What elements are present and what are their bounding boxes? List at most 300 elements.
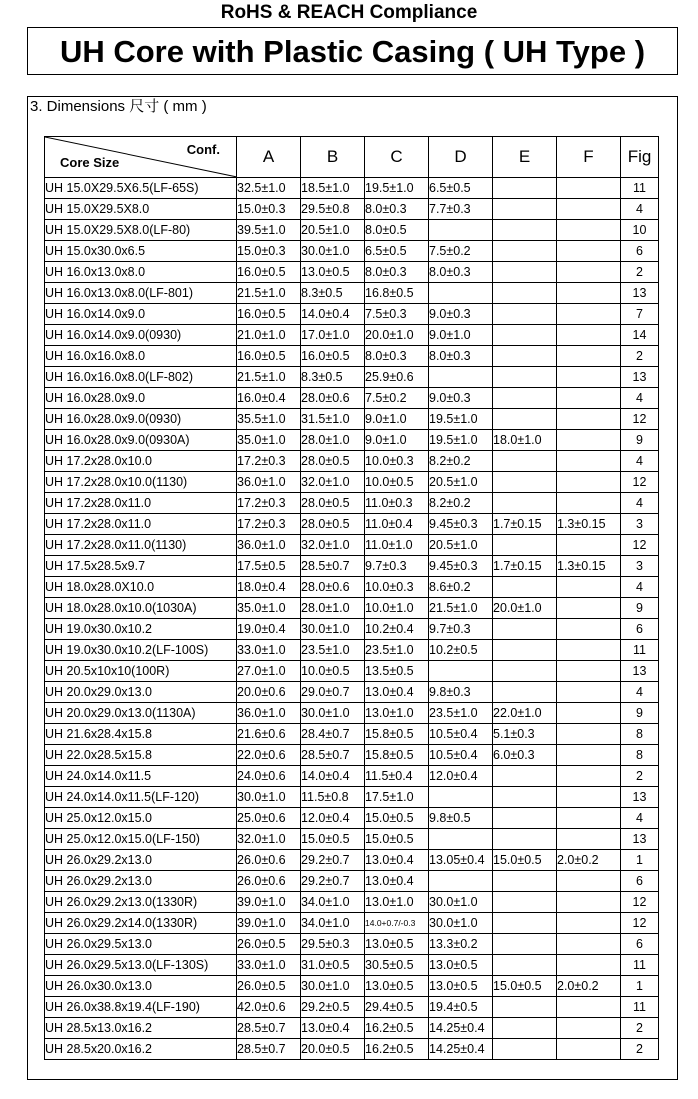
core-size-cell: UH 25.0x12.0x15.0 bbox=[45, 808, 237, 829]
dimension-e-cell bbox=[493, 535, 557, 556]
dimension-d-cell: 19.5±1.0 bbox=[429, 409, 493, 430]
dimension-e-cell bbox=[493, 640, 557, 661]
dimension-a-cell: 39.0±1.0 bbox=[237, 913, 301, 934]
core-size-cell: UH 28.5x20.0x16.2 bbox=[45, 1039, 237, 1060]
table-row bbox=[45, 262, 659, 283]
dimension-b-cell: 28.5±0.7 bbox=[301, 745, 365, 766]
dimension-b-cell: 10.0±0.5 bbox=[301, 661, 365, 682]
dimension-b-cell: 28.0±0.5 bbox=[301, 514, 365, 535]
dimension-a-cell: 26.0±0.6 bbox=[237, 871, 301, 892]
dimension-e-cell bbox=[493, 493, 557, 514]
dimension-b-cell: 31.5±1.0 bbox=[301, 409, 365, 430]
dimension-f-cell bbox=[557, 304, 621, 325]
dimension-e-cell bbox=[493, 220, 557, 241]
dimension-c-cell: 11.5±0.4 bbox=[365, 766, 429, 787]
dimension-c-cell: 20.0±1.0 bbox=[365, 325, 429, 346]
dimension-f-cell bbox=[557, 199, 621, 220]
dimension-f-cell bbox=[557, 745, 621, 766]
dimension-f-cell bbox=[557, 724, 621, 745]
dimension-b-cell: 13.0±0.4 bbox=[301, 1018, 365, 1039]
dimension-f-cell bbox=[557, 766, 621, 787]
dimension-d-cell: 19.5±1.0 bbox=[429, 430, 493, 451]
fig-cell: 2 bbox=[621, 346, 659, 367]
core-size-cell: UH 19.0x30.0x10.2(LF-100S) bbox=[45, 640, 237, 661]
core-size-cell: UH 15.0x30.0x6.5 bbox=[45, 241, 237, 262]
dimension-e-cell bbox=[493, 241, 557, 262]
table-row bbox=[45, 871, 659, 892]
dimension-d-cell: 30.0±1.0 bbox=[429, 892, 493, 913]
dimension-d-cell: 10.2±0.5 bbox=[429, 640, 493, 661]
dimension-f-cell bbox=[557, 1018, 621, 1039]
dimension-d-cell bbox=[429, 787, 493, 808]
dimension-a-cell: 36.0±1.0 bbox=[237, 535, 301, 556]
fig-cell: 2 bbox=[621, 1039, 659, 1060]
dimension-b-cell: 30.0±1.0 bbox=[301, 976, 365, 997]
dimension-d-cell: 30.0±1.0 bbox=[429, 913, 493, 934]
dimension-b-cell: 29.5±0.8 bbox=[301, 199, 365, 220]
fig-cell: 4 bbox=[621, 451, 659, 472]
core-size-cell: UH 22.0x28.5x15.8 bbox=[45, 745, 237, 766]
dimension-d-cell: 7.7±0.3 bbox=[429, 199, 493, 220]
dimension-b-cell: 28.0±0.6 bbox=[301, 577, 365, 598]
core-size-cell: UH 17.2x28.0x11.0 bbox=[45, 493, 237, 514]
dimension-c-cell: 15.8±0.5 bbox=[365, 724, 429, 745]
dimension-c-cell: 16.8±0.5 bbox=[365, 283, 429, 304]
dimension-e-cell bbox=[493, 808, 557, 829]
dimension-a-cell: 39.5±1.0 bbox=[237, 220, 301, 241]
table-row bbox=[45, 283, 659, 304]
dimension-c-cell: 6.5±0.5 bbox=[365, 241, 429, 262]
dimension-b-cell: 14.0±0.4 bbox=[301, 766, 365, 787]
dimension-c-cell: 14.0+0.7/-0.3 bbox=[365, 913, 429, 934]
dimension-a-cell: 17.5±0.5 bbox=[237, 556, 301, 577]
dimension-a-cell: 21.5±1.0 bbox=[237, 283, 301, 304]
table-row bbox=[45, 304, 659, 325]
dimension-b-cell: 31.0±0.5 bbox=[301, 955, 365, 976]
dimension-d-cell: 20.5±1.0 bbox=[429, 535, 493, 556]
fig-cell: 9 bbox=[621, 703, 659, 724]
dimension-b-cell: 12.0±0.4 bbox=[301, 808, 365, 829]
core-size-cell: UH 15.0X29.5X6.5(LF-65S) bbox=[45, 178, 237, 199]
core-size-cell: UH 24.0x14.0x11.5 bbox=[45, 766, 237, 787]
table-row bbox=[45, 1039, 659, 1060]
dimension-e-cell: 22.0±1.0 bbox=[493, 703, 557, 724]
fig-cell: 2 bbox=[621, 1018, 659, 1039]
dimension-b-cell: 30.0±1.0 bbox=[301, 703, 365, 724]
dimension-d-cell bbox=[429, 220, 493, 241]
dimension-a-cell: 33.0±1.0 bbox=[237, 955, 301, 976]
dimension-d-cell bbox=[429, 871, 493, 892]
fig-cell: 11 bbox=[621, 178, 659, 199]
dimension-c-cell: 8.0±0.5 bbox=[365, 220, 429, 241]
core-size-cell: UH 17.5x28.5x9.7 bbox=[45, 556, 237, 577]
dimension-f-cell bbox=[557, 703, 621, 724]
core-size-cell: UH 16.0x28.0x9.0(0930) bbox=[45, 409, 237, 430]
dimension-a-cell: 26.0±0.6 bbox=[237, 850, 301, 871]
core-size-cell: UH 19.0x30.0x10.2 bbox=[45, 619, 237, 640]
dimension-e-cell bbox=[493, 283, 557, 304]
dimension-b-cell: 15.0±0.5 bbox=[301, 829, 365, 850]
dimension-d-cell: 12.0±0.4 bbox=[429, 766, 493, 787]
dimension-e-cell bbox=[493, 787, 557, 808]
fig-cell: 14 bbox=[621, 325, 659, 346]
table-row bbox=[45, 703, 659, 724]
dimension-c-cell: 9.0±1.0 bbox=[365, 430, 429, 451]
dimension-c-cell: 11.0±0.3 bbox=[365, 493, 429, 514]
core-size-cell: UH 16.0x28.0x9.0(0930A) bbox=[45, 430, 237, 451]
dimension-f-cell bbox=[557, 913, 621, 934]
dimension-f-cell bbox=[557, 619, 621, 640]
dimension-f-cell bbox=[557, 346, 621, 367]
dimension-a-cell: 21.5±1.0 bbox=[237, 367, 301, 388]
dimension-f-cell: 1.3±0.15 bbox=[557, 514, 621, 535]
dimension-a-cell: 20.0±0.6 bbox=[237, 682, 301, 703]
dimension-b-cell: 20.5±1.0 bbox=[301, 220, 365, 241]
dimension-c-cell: 7.5±0.3 bbox=[365, 304, 429, 325]
table-row bbox=[45, 682, 659, 703]
conf-label: Conf. bbox=[186, 142, 220, 157]
dimension-f-cell bbox=[557, 787, 621, 808]
dimension-b-cell: 14.0±0.4 bbox=[301, 304, 365, 325]
dimension-c-cell: 16.2±0.5 bbox=[365, 1039, 429, 1060]
core-size-cell: UH 16.0x14.0x9.0(0930) bbox=[45, 325, 237, 346]
table-row bbox=[45, 640, 659, 661]
dimension-e-cell: 15.0±0.5 bbox=[493, 850, 557, 871]
dimension-b-cell: 32.0±1.0 bbox=[301, 472, 365, 493]
dimension-a-cell: 35.0±1.0 bbox=[237, 430, 301, 451]
dimension-f-cell bbox=[557, 472, 621, 493]
dimension-b-cell: 8.3±0.5 bbox=[301, 367, 365, 388]
table-row bbox=[45, 367, 659, 388]
dimension-f-cell bbox=[557, 325, 621, 346]
table-row bbox=[45, 451, 659, 472]
fig-cell: 9 bbox=[621, 598, 659, 619]
dimension-a-cell: 16.0±0.5 bbox=[237, 346, 301, 367]
column-header-a: A bbox=[237, 137, 301, 178]
dimension-b-cell: 23.5±1.0 bbox=[301, 640, 365, 661]
dimension-c-cell: 13.0±0.4 bbox=[365, 850, 429, 871]
core-size-cell: UH 17.2x28.0x10.0(1130) bbox=[45, 472, 237, 493]
page-title: UH Core with Plastic Casing ( UH Type ) bbox=[27, 27, 678, 75]
table-row bbox=[45, 556, 659, 577]
dimension-f-cell bbox=[557, 892, 621, 913]
dimension-d-cell: 9.8±0.5 bbox=[429, 808, 493, 829]
dimension-e-cell bbox=[493, 766, 557, 787]
dimension-c-cell: 10.0±0.3 bbox=[365, 577, 429, 598]
dimension-d-cell: 13.0±0.5 bbox=[429, 976, 493, 997]
dimension-c-cell: 17.5±1.0 bbox=[365, 787, 429, 808]
dimension-e-cell: 18.0±1.0 bbox=[493, 430, 557, 451]
dimension-e-cell bbox=[493, 997, 557, 1018]
core-size-cell: UH 18.0x28.0X10.0 bbox=[45, 577, 237, 598]
dimension-b-cell: 18.5±1.0 bbox=[301, 178, 365, 199]
dimension-a-cell: 21.6±0.6 bbox=[237, 724, 301, 745]
dimension-e-cell bbox=[493, 409, 557, 430]
dimension-a-cell: 33.0±1.0 bbox=[237, 640, 301, 661]
dimension-d-cell: 8.2±0.2 bbox=[429, 493, 493, 514]
dimension-e-cell: 20.0±1.0 bbox=[493, 598, 557, 619]
dimension-e-cell bbox=[493, 367, 557, 388]
corner-header-cell bbox=[45, 137, 237, 178]
core-size-cell: UH 16.0x28.0x9.0 bbox=[45, 388, 237, 409]
dimension-b-cell: 29.2±0.5 bbox=[301, 997, 365, 1018]
dimension-f-cell bbox=[557, 829, 621, 850]
dimension-c-cell: 10.2±0.4 bbox=[365, 619, 429, 640]
table-row bbox=[45, 976, 659, 997]
dimension-d-cell: 10.5±0.4 bbox=[429, 724, 493, 745]
dimension-d-cell: 14.25±0.4 bbox=[429, 1039, 493, 1060]
dimension-a-cell: 16.0±0.5 bbox=[237, 304, 301, 325]
fig-cell: 12 bbox=[621, 892, 659, 913]
table-row bbox=[45, 493, 659, 514]
dimension-e-cell bbox=[493, 892, 557, 913]
fig-cell: 4 bbox=[621, 388, 659, 409]
table-row bbox=[45, 388, 659, 409]
table-row bbox=[45, 514, 659, 535]
dimension-d-cell bbox=[429, 283, 493, 304]
core-size-cell: UH 26.0x29.2x13.0 bbox=[45, 871, 237, 892]
dimension-d-cell: 13.3±0.2 bbox=[429, 934, 493, 955]
dimension-e-cell bbox=[493, 913, 557, 934]
core-size-cell: UH 20.5x10x10(100R) bbox=[45, 661, 237, 682]
dimension-a-cell: 19.0±0.4 bbox=[237, 619, 301, 640]
dimension-d-cell: 8.0±0.3 bbox=[429, 346, 493, 367]
dimension-f-cell bbox=[557, 808, 621, 829]
core-size-cell: UH 17.2x28.0x11.0(1130) bbox=[45, 535, 237, 556]
dimension-d-cell: 6.5±0.5 bbox=[429, 178, 493, 199]
table-row bbox=[45, 661, 659, 682]
dimension-c-cell: 13.0±1.0 bbox=[365, 892, 429, 913]
table-row bbox=[45, 325, 659, 346]
dimension-e-cell bbox=[493, 346, 557, 367]
dimension-f-cell bbox=[557, 388, 621, 409]
fig-cell: 8 bbox=[621, 724, 659, 745]
core-size-cell: UH 20.0x29.0x13.0 bbox=[45, 682, 237, 703]
dimension-c-cell: 15.0±0.5 bbox=[365, 808, 429, 829]
dimension-c-cell: 15.8±0.5 bbox=[365, 745, 429, 766]
dimension-e-cell bbox=[493, 472, 557, 493]
dimension-c-cell: 11.0±1.0 bbox=[365, 535, 429, 556]
fig-cell: 10 bbox=[621, 220, 659, 241]
dimension-f-cell: 1.3±0.15 bbox=[557, 556, 621, 577]
core-size-cell: UH 16.0x16.0x8.0(LF-802) bbox=[45, 367, 237, 388]
dimension-f-cell bbox=[557, 955, 621, 976]
column-header-d: D bbox=[429, 137, 493, 178]
dimension-f-cell bbox=[557, 493, 621, 514]
dimension-f-cell bbox=[557, 430, 621, 451]
table-row bbox=[45, 829, 659, 850]
dimension-d-cell: 13.05±0.4 bbox=[429, 850, 493, 871]
dimension-a-cell: 32.5±1.0 bbox=[237, 178, 301, 199]
table-row bbox=[45, 724, 659, 745]
core-size-cell: UH 17.2x28.0x10.0 bbox=[45, 451, 237, 472]
section-heading: 3. Dimensions 尺寸 ( mm ) bbox=[30, 98, 207, 115]
fig-cell: 13 bbox=[621, 787, 659, 808]
core-size-cell: UH 18.0x28.0x10.0(1030A) bbox=[45, 598, 237, 619]
compliance-heading: RoHS & REACH Compliance bbox=[220, 2, 478, 23]
table-row bbox=[45, 745, 659, 766]
dimension-e-cell bbox=[493, 325, 557, 346]
dimension-b-cell: 28.0±1.0 bbox=[301, 598, 365, 619]
column-header-c: C bbox=[365, 137, 429, 178]
dimension-e-cell bbox=[493, 199, 557, 220]
fig-cell: 4 bbox=[621, 493, 659, 514]
dimension-f-cell bbox=[557, 283, 621, 304]
dimension-a-cell: 16.0±0.5 bbox=[237, 262, 301, 283]
dimension-f-cell bbox=[557, 451, 621, 472]
table-row bbox=[45, 787, 659, 808]
fig-cell: 8 bbox=[621, 745, 659, 766]
fig-cell: 4 bbox=[621, 808, 659, 829]
dimension-c-cell: 8.0±0.3 bbox=[365, 199, 429, 220]
core-size-cell: UH 24.0x14.0x11.5(LF-120) bbox=[45, 787, 237, 808]
table-row bbox=[45, 619, 659, 640]
dimension-c-cell: 10.0±0.5 bbox=[365, 472, 429, 493]
dimension-f-cell bbox=[557, 661, 621, 682]
table-row bbox=[45, 241, 659, 262]
dimension-a-cell: 28.5±0.7 bbox=[237, 1039, 301, 1060]
fig-cell: 13 bbox=[621, 283, 659, 304]
dimension-f-cell bbox=[557, 598, 621, 619]
fig-cell: 6 bbox=[621, 934, 659, 955]
dimension-c-cell: 13.5±0.5 bbox=[365, 661, 429, 682]
dimension-d-cell bbox=[429, 829, 493, 850]
fig-cell: 11 bbox=[621, 997, 659, 1018]
dimension-a-cell: 32.0±1.0 bbox=[237, 829, 301, 850]
dimension-f-cell bbox=[557, 262, 621, 283]
dimension-f-cell bbox=[557, 682, 621, 703]
core-size-cell: UH 15.0X29.5X8.0 bbox=[45, 199, 237, 220]
fig-cell: 12 bbox=[621, 913, 659, 934]
dimension-d-cell: 9.7±0.3 bbox=[429, 619, 493, 640]
dimension-f-cell bbox=[557, 577, 621, 598]
core-size-cell: UH 26.0x29.2x13.0 bbox=[45, 850, 237, 871]
dimension-c-cell: 13.0±0.4 bbox=[365, 682, 429, 703]
dimension-e-cell bbox=[493, 577, 557, 598]
dimension-a-cell: 36.0±1.0 bbox=[237, 703, 301, 724]
table-row bbox=[45, 535, 659, 556]
dimension-b-cell: 28.0±0.5 bbox=[301, 493, 365, 514]
dimension-e-cell bbox=[493, 388, 557, 409]
dimension-f-cell bbox=[557, 871, 621, 892]
dimension-d-cell: 9.45±0.3 bbox=[429, 556, 493, 577]
fig-cell: 13 bbox=[621, 829, 659, 850]
dimension-f-cell: 2.0±0.2 bbox=[557, 850, 621, 871]
fig-cell: 2 bbox=[621, 766, 659, 787]
dimension-a-cell: 30.0±1.0 bbox=[237, 787, 301, 808]
dimension-a-cell: 39.0±1.0 bbox=[237, 892, 301, 913]
fig-cell: 9 bbox=[621, 430, 659, 451]
dimension-c-cell: 9.0±1.0 bbox=[365, 409, 429, 430]
dimension-d-cell: 23.5±1.0 bbox=[429, 703, 493, 724]
dimension-f-cell bbox=[557, 934, 621, 955]
dimension-e-cell: 6.0±0.3 bbox=[493, 745, 557, 766]
core-size-cell: UH 15.0X29.5X8.0(LF-80) bbox=[45, 220, 237, 241]
core-size-cell: UH 25.0x12.0x15.0(LF-150) bbox=[45, 829, 237, 850]
dimension-d-cell: 9.0±0.3 bbox=[429, 304, 493, 325]
table-row bbox=[45, 892, 659, 913]
core-size-cell: UH 28.5x13.0x16.2 bbox=[45, 1018, 237, 1039]
dimension-c-cell: 19.5±1.0 bbox=[365, 178, 429, 199]
table-row bbox=[45, 220, 659, 241]
table-row bbox=[45, 1018, 659, 1039]
fig-cell: 3 bbox=[621, 556, 659, 577]
fig-cell: 13 bbox=[621, 661, 659, 682]
fig-cell: 1 bbox=[621, 976, 659, 997]
dimension-c-cell: 13.0±0.4 bbox=[365, 871, 429, 892]
column-header-e: E bbox=[493, 137, 557, 178]
dimension-e-cell bbox=[493, 871, 557, 892]
dimension-b-cell: 13.0±0.5 bbox=[301, 262, 365, 283]
dimension-d-cell: 9.0±1.0 bbox=[429, 325, 493, 346]
core-size-cell: UH 16.0x14.0x9.0 bbox=[45, 304, 237, 325]
dimension-c-cell: 10.0±0.3 bbox=[365, 451, 429, 472]
dimension-a-cell: 26.0±0.5 bbox=[237, 934, 301, 955]
table-row bbox=[45, 808, 659, 829]
dimension-b-cell: 28.0±0.5 bbox=[301, 451, 365, 472]
core-size-cell: UH 26.0x29.2x14.0(1330R) bbox=[45, 913, 237, 934]
fig-cell: 4 bbox=[621, 199, 659, 220]
core-size-cell: UH 26.0x38.8x19.4(LF-190) bbox=[45, 997, 237, 1018]
table-row bbox=[45, 997, 659, 1018]
dimension-c-cell: 15.0±0.5 bbox=[365, 829, 429, 850]
dimension-a-cell: 17.2±0.3 bbox=[237, 514, 301, 535]
fig-cell: 4 bbox=[621, 577, 659, 598]
table-row bbox=[45, 934, 659, 955]
dimension-c-cell: 8.0±0.3 bbox=[365, 262, 429, 283]
dimension-b-cell: 28.0±0.6 bbox=[301, 388, 365, 409]
dimension-b-cell: 28.5±0.7 bbox=[301, 556, 365, 577]
fig-cell: 12 bbox=[621, 472, 659, 493]
dimension-b-cell: 34.0±1.0 bbox=[301, 892, 365, 913]
dimension-c-cell: 30.5±0.5 bbox=[365, 955, 429, 976]
core-size-cell: UH 26.0x30.0x13.0 bbox=[45, 976, 237, 997]
table-header-row bbox=[45, 137, 659, 178]
dimension-a-cell: 25.0±0.6 bbox=[237, 808, 301, 829]
table-row bbox=[45, 472, 659, 493]
dimension-f-cell: 2.0±0.2 bbox=[557, 976, 621, 997]
dimension-e-cell bbox=[493, 829, 557, 850]
table-row bbox=[45, 577, 659, 598]
dimension-a-cell: 26.0±0.5 bbox=[237, 976, 301, 997]
dimension-a-cell: 15.0±0.3 bbox=[237, 241, 301, 262]
dimension-c-cell: 13.0±0.5 bbox=[365, 934, 429, 955]
fig-cell: 11 bbox=[621, 955, 659, 976]
dimension-b-cell: 34.0±1.0 bbox=[301, 913, 365, 934]
dimension-e-cell bbox=[493, 304, 557, 325]
core-size-cell: UH 26.0x29.5x13.0 bbox=[45, 934, 237, 955]
core-size-label: Core Size bbox=[60, 155, 120, 170]
dimension-a-cell: 35.5±1.0 bbox=[237, 409, 301, 430]
dimension-a-cell: 27.0±1.0 bbox=[237, 661, 301, 682]
dimension-a-cell: 17.2±0.3 bbox=[237, 451, 301, 472]
dimension-d-cell: 8.6±0.2 bbox=[429, 577, 493, 598]
core-size-cell: UH 26.0x29.2x13.0(1330R) bbox=[45, 892, 237, 913]
dimension-e-cell bbox=[493, 178, 557, 199]
dimension-d-cell: 8.2±0.2 bbox=[429, 451, 493, 472]
dimensions-table bbox=[44, 136, 659, 1060]
table-row bbox=[45, 430, 659, 451]
dimension-e-cell bbox=[493, 1018, 557, 1039]
dimension-a-cell: 28.5±0.7 bbox=[237, 1018, 301, 1039]
dimension-c-cell: 16.2±0.5 bbox=[365, 1018, 429, 1039]
dimension-c-cell: 8.0±0.3 bbox=[365, 346, 429, 367]
dimension-d-cell: 8.0±0.3 bbox=[429, 262, 493, 283]
dimension-c-cell: 7.5±0.2 bbox=[365, 388, 429, 409]
dimension-e-cell bbox=[493, 1039, 557, 1060]
fig-cell: 4 bbox=[621, 682, 659, 703]
dimension-f-cell bbox=[557, 178, 621, 199]
